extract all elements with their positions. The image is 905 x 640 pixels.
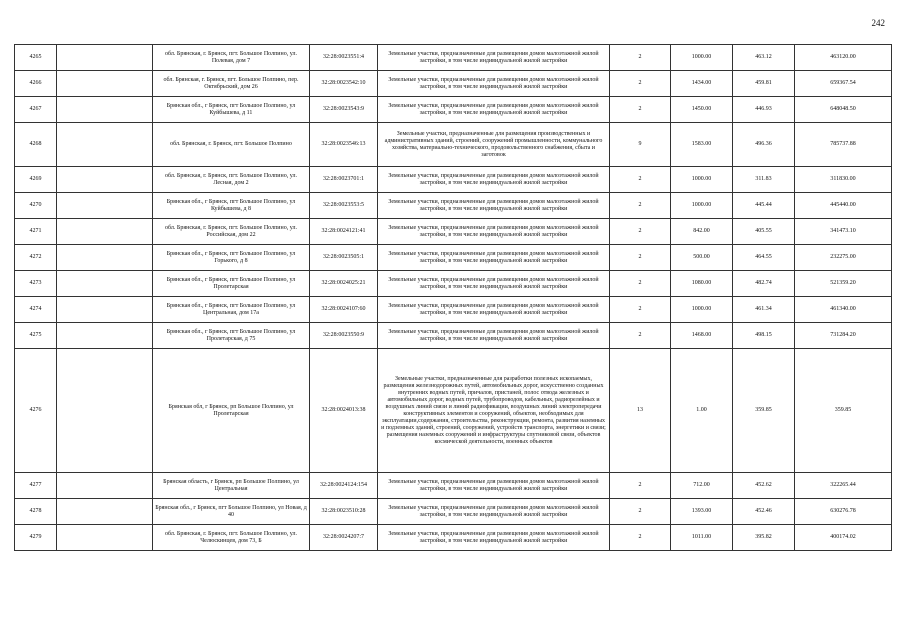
area-cell: 1000.00 [671, 193, 733, 219]
specific-value-cell: 359.85 [733, 349, 795, 473]
address-cell: обл. Брянская, г. Брянск, пгт. Большое Полпино, ул. Челюскинцев, дом 73, Б [153, 525, 310, 551]
table-row [15, 45, 892, 71]
table-row [15, 473, 892, 499]
cadastral-value-cell: 521359.20 [795, 271, 892, 297]
table-row [15, 499, 892, 525]
row-number: 4272 [15, 245, 57, 271]
land-use-cell: Земельные участки, предназначенные для размещения домов малоэтажной жилой застройки, в том числе индивидуальной жилой застройки [378, 525, 610, 551]
use-code-cell: 2 [610, 71, 671, 97]
spacer-cell [57, 271, 153, 297]
use-code-cell: 2 [610, 525, 671, 551]
land-use-cell: Земельные участки, предназначенные для размещения домов малоэтажной жилой застройки, в том числе индивидуальной жилой застройки [378, 245, 610, 271]
table-row [15, 297, 892, 323]
use-code-cell: 2 [610, 45, 671, 71]
land-use-cell: Земельные участки, предназначенные для размещения домов малоэтажной жилой застройки, в том числе индивидуальной жилой застройки [378, 323, 610, 349]
specific-value-cell: 405.55 [733, 219, 795, 245]
table-row [15, 97, 892, 123]
row-number: 4266 [15, 71, 57, 97]
page-number: 242 [871, 18, 885, 28]
cadastral-number-cell: 32:28:0023543:9 [310, 97, 378, 123]
address-cell: обл. Брянская, г. Брянск, пгт. Большое Полпино [153, 123, 310, 167]
row-number: 4275 [15, 323, 57, 349]
use-code-cell: 2 [610, 499, 671, 525]
spacer-cell [57, 219, 153, 245]
specific-value-cell: 395.82 [733, 525, 795, 551]
use-code-cell: 2 [610, 97, 671, 123]
specific-value-cell: 446.93 [733, 97, 795, 123]
spacer-cell [57, 525, 153, 551]
specific-value-cell: 498.15 [733, 323, 795, 349]
area-cell: 1450.00 [671, 97, 733, 123]
use-code-cell: 2 [610, 297, 671, 323]
area-cell: 712.00 [671, 473, 733, 499]
area-cell: 1000.00 [671, 45, 733, 71]
row-number: 4274 [15, 297, 57, 323]
land-use-cell: Земельные участки, предназначенные для размещения домов малоэтажной жилой застройки, в том числе индивидуальной жилой застройки [378, 193, 610, 219]
row-number: 4273 [15, 271, 57, 297]
spacer-cell [57, 45, 153, 71]
specific-value-cell: 445.44 [733, 193, 795, 219]
specific-value-cell: 496.36 [733, 123, 795, 167]
spacer-cell [57, 97, 153, 123]
use-code-cell: 9 [610, 123, 671, 167]
address-cell: Брянская обл, г Брянск, рп Большое Полпино, ул Пролетарская [153, 349, 310, 473]
spacer-cell [57, 245, 153, 271]
address-cell: Брянская обл., г Брянск, пгт Большое Полпино, ул Новая, д 40 [153, 499, 310, 525]
land-use-cell: Земельные участки, предназначенные для размещения домов малоэтажной жилой застройки, в том числе индивидуальной жилой застройки [378, 167, 610, 193]
area-cell: 1468.00 [671, 323, 733, 349]
area-cell: 500.00 [671, 245, 733, 271]
cadastral-value-cell: 461340.00 [795, 297, 892, 323]
land-use-cell: Земельные участки, предназначенные для размещения домов малоэтажной жилой застройки, в том числе индивидуальной жилой застройки [378, 271, 610, 297]
cadastral-number-cell: 32:28:0024025:21 [310, 271, 378, 297]
table-row [15, 349, 892, 473]
cadastral-value-cell: 359.85 [795, 349, 892, 473]
cadastral-number-cell: 32:28:0023553:5 [310, 193, 378, 219]
cadastral-value-cell: 322265.44 [795, 473, 892, 499]
land-use-cell: Земельные участки, предназначенные для размещения домов малоэтажной жилой застройки, в том числе индивидуальной жилой застройки [378, 97, 610, 123]
spacer-cell [57, 193, 153, 219]
cadastral-number-cell: 32:28:0023546:13 [310, 123, 378, 167]
cadastral-value-cell: 311830.00 [795, 167, 892, 193]
spacer-cell [57, 297, 153, 323]
area-cell: 1011.00 [671, 525, 733, 551]
area-cell: 1434.00 [671, 71, 733, 97]
address-cell: Брянская обл., г Брянск, пгт Большое Полпино, ул Куйбышева, д 11 [153, 97, 310, 123]
table-row [15, 323, 892, 349]
land-use-cell: Земельные участки, предназначенные для размещения домов малоэтажной жилой застройки, в том числе индивидуальной жилой застройки [378, 297, 610, 323]
spacer-cell [57, 349, 153, 473]
use-code-cell: 2 [610, 193, 671, 219]
specific-value-cell: 463.12 [733, 45, 795, 71]
address-cell: Брянская область, г Брянск, рп Большое Полпино, ул Центральная [153, 473, 310, 499]
specific-value-cell: 452.46 [733, 499, 795, 525]
cadastral-number-cell: 32:28:0023701:1 [310, 167, 378, 193]
cadastral-number-cell: 32:28:0024207:7 [310, 525, 378, 551]
area-cell: 1080.00 [671, 271, 733, 297]
row-number: 4279 [15, 525, 57, 551]
use-code-cell: 2 [610, 323, 671, 349]
cadastral-number-cell: 32:28:0023542:10 [310, 71, 378, 97]
land-use-cell: Земельные участки, предназначенные для размещения домов малоэтажной жилой застройки, в том числе индивидуальной жилой застройки [378, 499, 610, 525]
table-row [15, 193, 892, 219]
table-row [15, 71, 892, 97]
address-cell: Брянская обл., г Брянск, пгт Большое Полпино, ул Куйбышева, д 8 [153, 193, 310, 219]
cadastral-number-cell: 32:28:0023505:1 [310, 245, 378, 271]
land-use-cell: Земельные участки, предназначенные для размещения производственных и административных зданий, строений, сооружений промышленности, коммунального хозяйства, материально-технического, продовольственного снабжения, сбыта и заготовок [378, 123, 610, 167]
use-code-cell: 2 [610, 245, 671, 271]
land-use-cell: Земельные участки, предназначенные для размещения домов малоэтажной жилой застройки, в том числе индивидуальной жилой застройки [378, 71, 610, 97]
area-cell: 1000.00 [671, 297, 733, 323]
table-row [15, 167, 892, 193]
cadastral-value-cell: 731284.20 [795, 323, 892, 349]
cadastral-number-cell: 32:28:0024124:154 [310, 473, 378, 499]
table-row [15, 219, 892, 245]
specific-value-cell: 311.83 [733, 167, 795, 193]
spacer-cell [57, 323, 153, 349]
land-use-cell: Земельные участки, предназначенные для размещения домов малоэтажной жилой застройки, в том числе индивидуальной жилой застройки [378, 473, 610, 499]
use-code-cell: 13 [610, 349, 671, 473]
cadastral-number-cell: 32:28:0024121:41 [310, 219, 378, 245]
spacer-cell [57, 71, 153, 97]
spacer-cell [57, 167, 153, 193]
land-use-cell: Земельные участки, предназначенные для разработки полезных ископаемых, размещения железнодорожных путей, автомобильных дорог, искусственно созданных внутренних водных путей, причалов, пристаней, полос отвода железных и автомобильных дорог, водных путей, трубопроводов, кабельных, радиорелейных и воздушных линий связи и линий радиофикации, воздушных линий электропередачи конструктивных элементов и сооружений, объектов, необходимых для эксплуатации,содержания, строительства, реконструкции, ремонта, развития наземных и подземных зданий, строений, сооружений, устройств транспорта, энергетики и связи; размещения наземных сооружений и инфраструктуры спутниковой связи, объектов космической деятельности, военных объектов [378, 349, 610, 473]
table-row [15, 271, 892, 297]
cadastral-value-cell: 232275.00 [795, 245, 892, 271]
area-cell: 1000.00 [671, 167, 733, 193]
table-row [15, 525, 892, 551]
address-cell: Брянская обл., г Брянск, пгт Большое Полпино, ул Центральная, дом 17а [153, 297, 310, 323]
address-cell: обл. Брянская, г. Брянск, пгт. Большое Полпино, пер. Октябрьский, дом 26 [153, 71, 310, 97]
table-row [15, 123, 892, 167]
cadastral-value-cell: 630276.78 [795, 499, 892, 525]
cadastral-value-cell: 341473.10 [795, 219, 892, 245]
use-code-cell: 2 [610, 219, 671, 245]
address-cell: обл. Брянская, г. Брянск, пгт. Большое Полпино, ул. Полевая, дом 7 [153, 45, 310, 71]
cadastral-number-cell: 32:28:0024013:38 [310, 349, 378, 473]
specific-value-cell: 461.34 [733, 297, 795, 323]
area-cell: 842.00 [671, 219, 733, 245]
spacer-cell [57, 123, 153, 167]
row-number: 4277 [15, 473, 57, 499]
address-cell: Брянская обл., г Брянск, пгт Большое Полпино, ул Пролетарская, д 75 [153, 323, 310, 349]
land-use-cell: Земельные участки, предназначенные для размещения домов малоэтажной жилой застройки, в том числе индивидуальной жилой застройки [378, 45, 610, 71]
specific-value-cell: 452.62 [733, 473, 795, 499]
cadastral-value-cell: 400174.02 [795, 525, 892, 551]
address-cell: обл. Брянская, г. Брянск, пгт. Большое Полпино, ул. Российская, дом 22 [153, 219, 310, 245]
specific-value-cell: 464.55 [733, 245, 795, 271]
cadastral-value-cell: 463120.00 [795, 45, 892, 71]
specific-value-cell: 482.74 [733, 271, 795, 297]
row-number: 4269 [15, 167, 57, 193]
row-number: 4268 [15, 123, 57, 167]
area-cell: 1393.00 [671, 499, 733, 525]
table-row [15, 245, 892, 271]
cadastral-value-cell: 785737.88 [795, 123, 892, 167]
row-number: 4278 [15, 499, 57, 525]
use-code-cell: 2 [610, 271, 671, 297]
cadastral-value-cell: 648048.50 [795, 97, 892, 123]
cadastral-number-cell: 32:28:0023550:9 [310, 323, 378, 349]
cadastral-number-cell: 32:28:0023551:4 [310, 45, 378, 71]
row-number: 4276 [15, 349, 57, 473]
address-cell: Брянская обл., г Брянск, пгт Большое Полпино, ул Пролетарская [153, 271, 310, 297]
spacer-cell [57, 499, 153, 525]
area-cell: 1583.00 [671, 123, 733, 167]
use-code-cell: 2 [610, 473, 671, 499]
row-number: 4270 [15, 193, 57, 219]
specific-value-cell: 459.81 [733, 71, 795, 97]
cadastral-value-cell: 659367.54 [795, 71, 892, 97]
cadastral-number-cell: 32:28:0024107:60 [310, 297, 378, 323]
spacer-cell [57, 473, 153, 499]
address-cell: Брянская обл., г Брянск, пгт Большое Полпино, ул Горького, д 8 [153, 245, 310, 271]
cadastral-value-cell: 445440.00 [795, 193, 892, 219]
row-number: 4267 [15, 97, 57, 123]
row-number: 4265 [15, 45, 57, 71]
area-cell: 1.00 [671, 349, 733, 473]
cadastral-value-table [14, 44, 892, 551]
use-code-cell: 2 [610, 167, 671, 193]
address-cell: обл. Брянская, г. Брянск, пгт. Большое Полпино, ул. Лесная, дом 2 [153, 167, 310, 193]
land-use-cell: Земельные участки, предназначенные для размещения домов малоэтажной жилой застройки, в том числе индивидуальной жилой застройки [378, 219, 610, 245]
row-number: 4271 [15, 219, 57, 245]
cadastral-number-cell: 32:28:0023510:28 [310, 499, 378, 525]
